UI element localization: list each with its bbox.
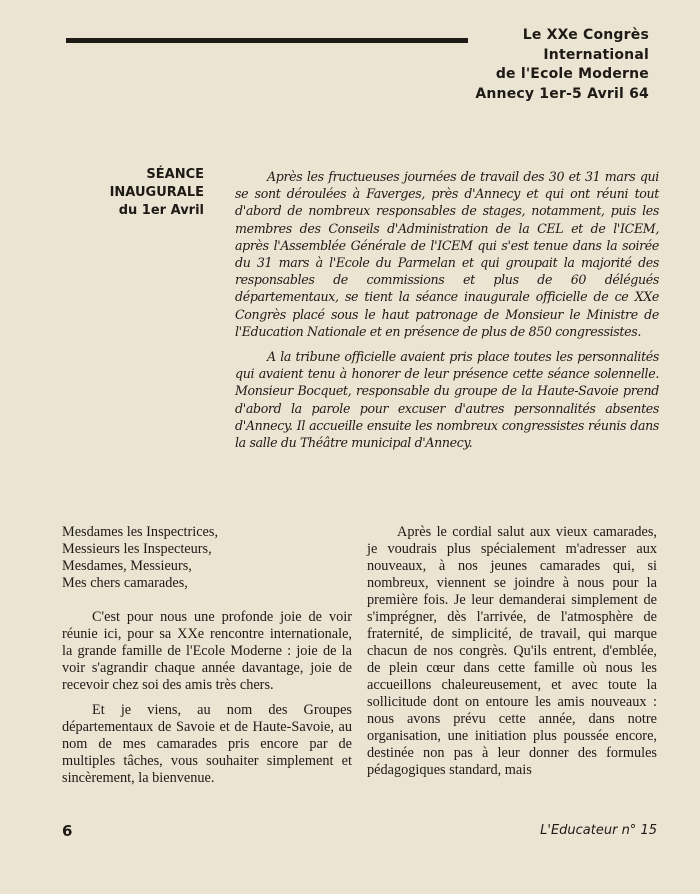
- body-paragraph: Et je viens, au nom des Groupes départementaux de Savoie et de Haute-Savoie, au nom de mes camarades pris encore par de multiples tâches, vous souhaiter simplement et sincèrement, la bienvenue.: [62, 702, 352, 786]
- header-rule: [66, 38, 468, 43]
- header-line: Le XXe Congrès: [522, 27, 649, 43]
- section-heading-line: INAUGURALE: [109, 185, 204, 200]
- section-heading-line: SÉANCE: [146, 167, 204, 182]
- body-paragraph: Après le cordial salut aux vieux camarades, je voudrais plus spécialement m'adresser aux nouveaux, à nos jeunes camarades qui, si nombreux, viennent se joindre à nous pour la première fois. Je leur demanderai simplement de s'imprégner, dès l'arrivée, de l'atmosphère de fraternité, de simplicité, de travail, qui marque chacun de nos congrès. Qu'ils entrent, d'emblée, de plein cœur dans cette famille où nous les accueillons chaleureusement, et avec toute la sollicitude dont on entoure les amis nouveaux : nous avons prévu cette année, dans notre organisation, une initiation plus poussée encore, destinée non pas à leur donner des formules pédagogiques standard, mais: [367, 524, 657, 778]
- salutation-line: Messieurs les Inspecteurs,: [62, 541, 212, 557]
- section-heading-line: du 1er Avril: [118, 203, 204, 218]
- intro-text: [235, 168, 659, 451]
- journal-issue: L'Educateur n° 15: [540, 823, 657, 838]
- salutation-line: Mesdames, Messieurs,: [62, 558, 192, 574]
- header-line: Annecy 1er-5 Avril 64: [475, 85, 649, 102]
- salutation: [62, 524, 352, 592]
- body-column-right: [367, 524, 657, 779]
- body-paragraph: C'est pour nous une profonde joie de voir réunie ici, pour sa XXe rencontre internationale, la grande famille de l'Ecole Moderne : joie de la voir s'agrandir chaque année davantage, joie de recevoir chez soi des amis très chers.: [62, 609, 352, 693]
- header-line: de l'Ecole Moderne: [495, 66, 649, 82]
- page-number: 6: [62, 822, 73, 840]
- intro-paragraph: A la tribune officielle avaient pris place toutes les personnalités qui avaient tenu à honorer de leur présence cette séance solennelle. Monsieur Bocquet, responsable du groupe de la Haute-Savoie prend d'abord la parole pour excuser d'autres personnalités absentes d'Annecy. Il accueille ensuite les nombreux congressistes réunis dans la salle du Théâtre municipal d'Annecy.: [235, 349, 659, 451]
- congress-header: [439, 26, 649, 104]
- intro-paragraph: Après les fructueuses journées de travail des 30 et 31 mars qui se sont déroulées à Faverges, près d'Annecy et qui ont réuni tout d'abord de nombreux responsables de stages, notamment, puis les membres des Conseils d'Administration de la CEL et de l'ICEM, après l'Assemblée Générale de l'ICEM qui s'est tenue dans la soirée du 31 mars à l'Ecole du Parmelan et qui groupait la majorité des responsables de commissions et plus de 60 délégués départementaux, se tient la séance inaugurale officielle de ce XXe Congrès placé sous le haut patronage de Monsieur le Ministre de l'Education Nationale et en présence de plus de 850 congressistes.: [235, 169, 659, 339]
- body-column-left: [62, 524, 352, 787]
- salutation-line: Mes chers camarades,: [62, 575, 188, 591]
- section-heading: [84, 166, 204, 220]
- header-line: International: [543, 46, 649, 63]
- salutation-line: Mesdames les Inspectrices,: [62, 524, 219, 540]
